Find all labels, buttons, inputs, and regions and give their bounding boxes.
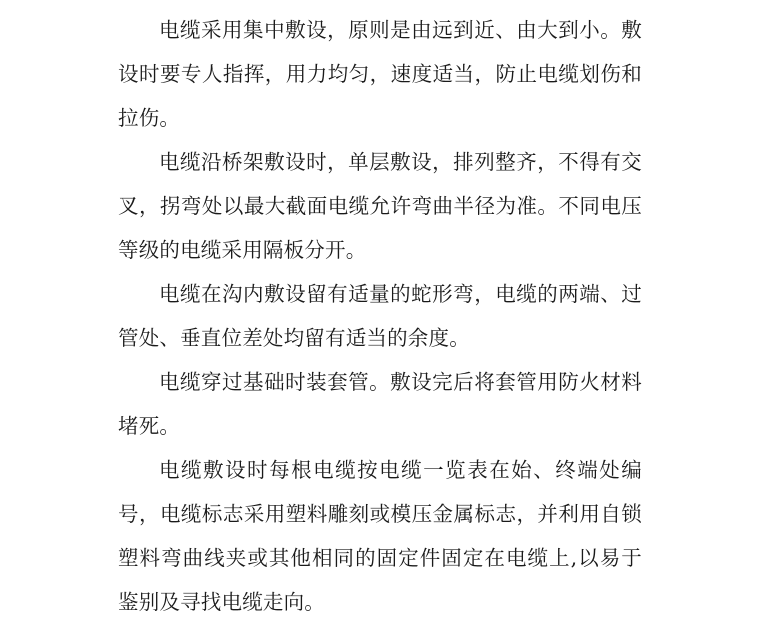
paragraph: 电缆采用集中敷设，原则是由远到近、由大到小。敷设时要专人指挥，用力均匀，速度适当，防止电缆划伤和拉伤。 bbox=[118, 18, 642, 130]
paragraph: 电缆敷设时每根电缆按电缆一览表在始、终端处编号，电缆标志采用塑料雕刻或模压金属标志，并利用自锁塑料弯曲线夹或其他相同的固定件固定在电缆上,以易于鉴别及寻找电缆走向。 bbox=[118, 458, 642, 614]
paragraph: 电缆穿过基础时装套管。敷设完后将套管用防火材料堵死。 bbox=[118, 370, 642, 438]
document-body bbox=[118, 8, 642, 624]
paragraph: 电缆在沟内敷设留有适量的蛇形弯，电缆的两端、过管处、垂直位差处均留有适当的余度。 bbox=[118, 282, 642, 350]
paragraph: 电缆沿桥架敷设时，单层敷设，排列整齐，不得有交叉，拐弯处以最大截面电缆允许弯曲半径为准。不同电压等级的电缆采用隔板分开。 bbox=[118, 150, 642, 262]
